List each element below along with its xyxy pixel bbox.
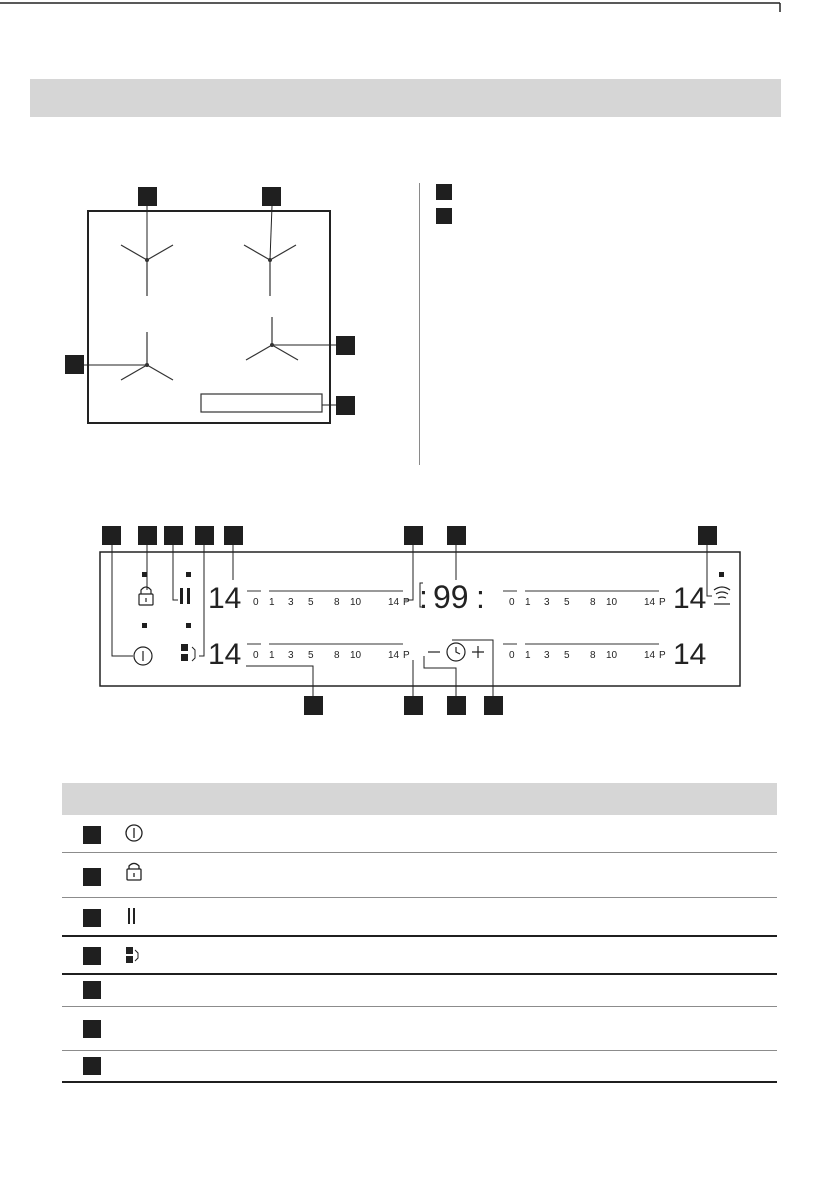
- slider-tick-label: 5: [564, 597, 570, 608]
- section-title-bar: [30, 79, 781, 117]
- pause-icon: [124, 906, 138, 926]
- legend-marker-2: [436, 208, 452, 224]
- slider-tick-label: 14: [388, 597, 400, 608]
- table-row: [62, 975, 777, 1007]
- svg-text::: :: [419, 579, 428, 615]
- slider-tick-label: 8: [590, 650, 596, 661]
- legend-marker-1: [436, 184, 452, 200]
- bridge-icon: [181, 644, 195, 661]
- wifi-icon: [714, 587, 730, 604]
- slider-tick-label: 8: [334, 597, 340, 608]
- power-slider[interactable]: [247, 644, 410, 661]
- slider-tick-label: 1: [269, 650, 275, 661]
- row-number: [83, 981, 101, 999]
- svg-text:14: 14: [673, 638, 707, 671]
- slider-tick-label: P: [659, 597, 666, 608]
- zone-callout: [138, 187, 157, 206]
- row-number: [83, 1020, 101, 1038]
- slider-tick-label: P: [403, 597, 410, 608]
- bridge-icon: [124, 945, 140, 965]
- timer-controls: [428, 643, 484, 661]
- zone-callout: [336, 336, 355, 355]
- svg-text:14: 14: [673, 582, 707, 615]
- slider-tick-label: 1: [525, 597, 531, 608]
- power-icon: [124, 823, 144, 843]
- slider-tick-label: 3: [544, 597, 550, 608]
- symbols-table: [62, 783, 777, 1083]
- row-number: [83, 947, 101, 965]
- table-row: [62, 937, 777, 975]
- slider-tick-label: 1: [269, 597, 275, 608]
- slider-tick-label: 0: [509, 650, 515, 661]
- svg-text::: :: [476, 579, 485, 615]
- zone-callout: [262, 187, 281, 206]
- slider-tick-label: 0: [509, 597, 515, 608]
- power-icon: [134, 647, 152, 665]
- table-row: [62, 1007, 777, 1051]
- table-row: [62, 1051, 777, 1083]
- row-number: [83, 909, 101, 927]
- row-number: [83, 1057, 101, 1075]
- slider-tick-label: 5: [564, 650, 570, 661]
- slider-tick-label: 0: [253, 650, 259, 661]
- slider-tick-label: 5: [308, 597, 314, 608]
- column-divider: [419, 183, 420, 465]
- table-row: [62, 853, 777, 898]
- power-slider[interactable]: [247, 591, 410, 608]
- slider-tick-label: 0: [253, 597, 259, 608]
- svg-text:99: 99: [433, 579, 469, 615]
- zone-callout: [65, 355, 84, 374]
- hob-top-diagram: [55, 180, 365, 435]
- slider-tick-label: 1: [525, 650, 531, 661]
- timer-display: [419, 579, 485, 615]
- svg-text:14: 14: [208, 638, 242, 671]
- slider-tick-label: 8: [334, 650, 340, 661]
- lock-icon: [124, 861, 144, 883]
- slider-tick-label: P: [659, 650, 666, 661]
- slider-tick-label: 14: [644, 597, 656, 608]
- panel-callout: [336, 396, 355, 415]
- pause-icon: [180, 588, 190, 604]
- slider-tick-label: 14: [644, 650, 656, 661]
- control-panel-diagram: [95, 520, 745, 720]
- slider-tick-label: 10: [606, 650, 618, 661]
- slider-tick-label: 10: [350, 650, 362, 661]
- slider-tick-label: 10: [350, 597, 362, 608]
- slider-tick-label: P: [403, 650, 410, 661]
- lock-icon: [139, 587, 153, 605]
- row-number: [83, 868, 101, 886]
- svg-text:14: 14: [208, 582, 242, 615]
- slider-tick-label: 10: [606, 597, 618, 608]
- slider-tick-label: 3: [288, 597, 294, 608]
- top-rule: [0, 0, 839, 12]
- slider-tick-label: 14: [388, 650, 400, 661]
- power-slider[interactable]: [503, 644, 666, 661]
- slider-tick-label: 8: [590, 597, 596, 608]
- row-number: [83, 826, 101, 844]
- slider-tick-label: 5: [308, 650, 314, 661]
- table-row: [62, 898, 777, 937]
- power-slider[interactable]: [503, 591, 666, 608]
- slider-tick-label: 3: [544, 650, 550, 661]
- slider-tick-label: 3: [288, 650, 294, 661]
- table-header: [62, 783, 777, 815]
- table-row: [62, 815, 777, 853]
